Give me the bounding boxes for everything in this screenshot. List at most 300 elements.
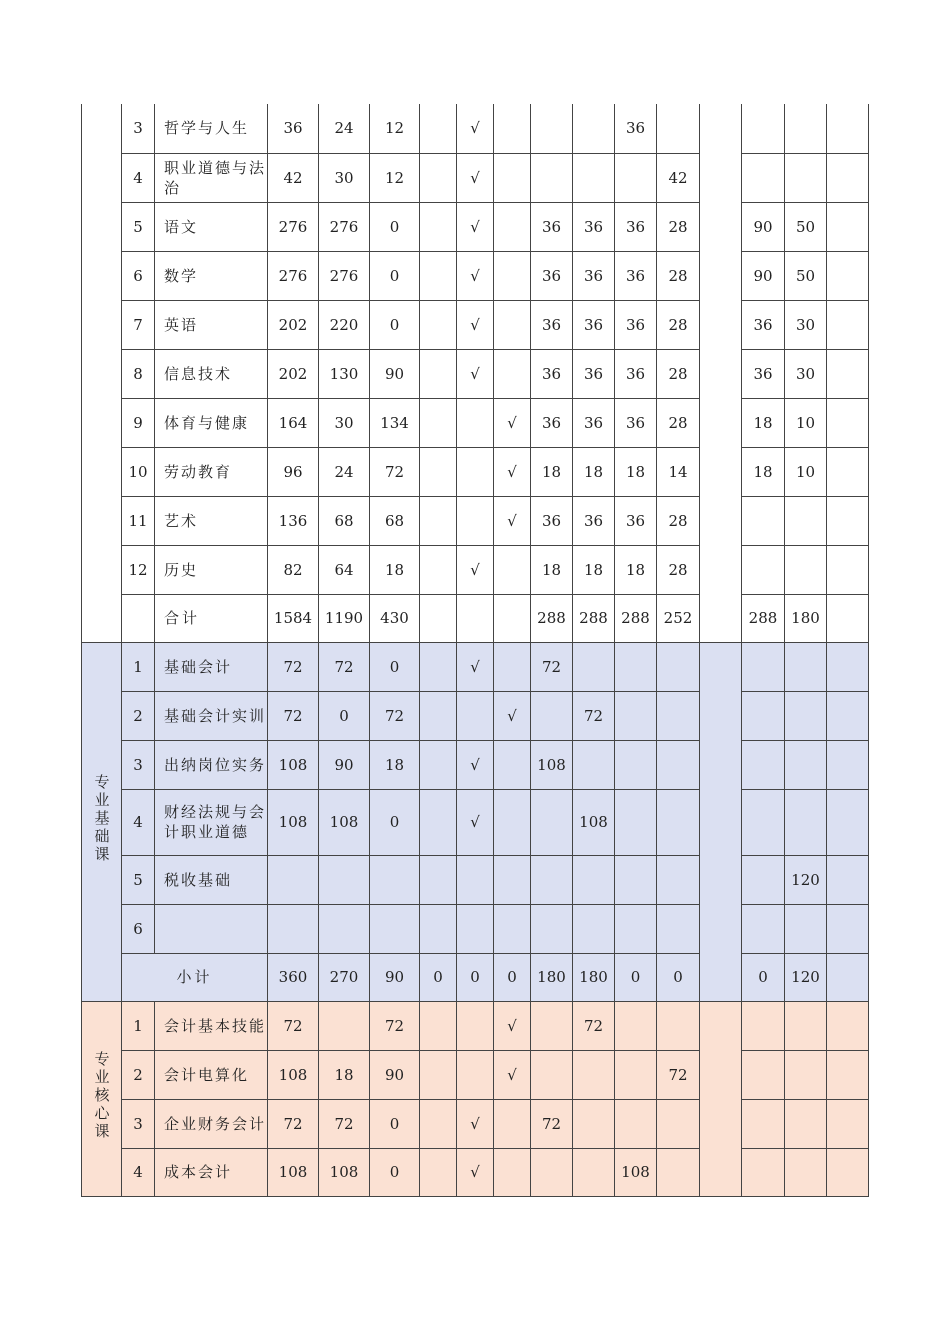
blank-cell	[827, 855, 869, 904]
data-cell: 0	[319, 691, 370, 740]
data-cell: 90	[742, 202, 785, 251]
data-cell: √	[494, 496, 531, 545]
data-cell	[742, 1148, 785, 1196]
data-cell	[573, 855, 615, 904]
data-cell: 36	[573, 202, 615, 251]
data-cell	[742, 642, 785, 691]
data-cell: 82	[268, 545, 319, 594]
data-cell: 18	[573, 447, 615, 496]
course-name: 基础会计实训	[155, 691, 268, 740]
data-cell	[457, 904, 494, 953]
row-number: 10	[122, 447, 155, 496]
data-cell	[785, 104, 827, 153]
blank-cell	[827, 104, 869, 153]
data-cell	[420, 300, 457, 349]
data-cell	[785, 642, 827, 691]
total-cell: 180	[785, 594, 827, 642]
data-cell	[531, 1148, 573, 1196]
data-cell	[494, 904, 531, 953]
data-cell: 36	[615, 496, 657, 545]
course-name: 信息技术	[155, 349, 268, 398]
data-cell: 18	[531, 447, 573, 496]
data-cell	[420, 789, 457, 855]
course-name: 基础会计	[155, 642, 268, 691]
data-cell	[742, 740, 785, 789]
data-cell	[494, 545, 531, 594]
data-cell: √	[457, 1148, 494, 1196]
table-row	[82, 545, 869, 594]
row-number	[122, 594, 155, 642]
data-cell: 36	[268, 104, 319, 153]
data-cell	[657, 1148, 700, 1196]
data-cell	[742, 904, 785, 953]
data-cell	[420, 398, 457, 447]
blank-cell	[827, 300, 869, 349]
data-cell	[531, 691, 573, 740]
data-cell	[457, 1050, 494, 1099]
data-cell: 36	[531, 300, 573, 349]
data-cell	[494, 1099, 531, 1148]
total-cell: 180	[573, 953, 615, 1001]
data-cell	[615, 1001, 657, 1050]
blank-cell	[827, 153, 869, 202]
blank-cell	[827, 904, 869, 953]
data-cell: 72	[531, 1099, 573, 1148]
table-row	[82, 1001, 869, 1050]
table-row	[82, 1148, 869, 1196]
spacer-cell	[700, 1001, 742, 1196]
data-cell	[494, 855, 531, 904]
table-row	[82, 447, 869, 496]
course-name: 英语	[155, 300, 268, 349]
data-cell	[742, 545, 785, 594]
data-cell	[615, 740, 657, 789]
data-cell	[615, 642, 657, 691]
data-cell	[457, 398, 494, 447]
data-cell	[785, 1099, 827, 1148]
data-cell: 36	[573, 251, 615, 300]
data-cell	[420, 855, 457, 904]
data-cell	[657, 1001, 700, 1050]
data-cell	[573, 1050, 615, 1099]
data-cell: √	[457, 545, 494, 594]
data-cell: 108	[268, 1050, 319, 1099]
data-cell	[494, 1148, 531, 1196]
blank-cell	[827, 594, 869, 642]
data-cell	[494, 740, 531, 789]
data-cell: 108	[319, 1148, 370, 1196]
data-cell: 50	[785, 202, 827, 251]
table-row	[82, 251, 869, 300]
row-number: 3	[122, 740, 155, 789]
total-cell: 288	[742, 594, 785, 642]
data-cell: 30	[785, 300, 827, 349]
data-cell	[657, 740, 700, 789]
data-cell: 276	[319, 251, 370, 300]
data-cell: 42	[657, 153, 700, 202]
data-cell: 276	[319, 202, 370, 251]
blank-cell	[827, 398, 869, 447]
data-cell	[268, 904, 319, 953]
data-cell: 18	[573, 545, 615, 594]
total-row	[82, 594, 869, 642]
total-cell: 288	[615, 594, 657, 642]
data-cell: 72	[531, 642, 573, 691]
data-cell	[785, 904, 827, 953]
data-cell: 72	[573, 1001, 615, 1050]
data-cell: 36	[615, 202, 657, 251]
data-cell: 18	[370, 740, 420, 789]
course-name: 历史	[155, 545, 268, 594]
data-cell: 50	[785, 251, 827, 300]
total-cell: 1584	[268, 594, 319, 642]
row-number: 3	[122, 1099, 155, 1148]
data-cell	[319, 904, 370, 953]
data-cell	[420, 202, 457, 251]
data-cell: √	[457, 251, 494, 300]
data-cell: 108	[573, 789, 615, 855]
total-cell: 0	[457, 953, 494, 1001]
data-cell: 0	[370, 789, 420, 855]
data-cell: 18	[319, 1050, 370, 1099]
course-name: 语文	[155, 202, 268, 251]
data-cell: √	[494, 1050, 531, 1099]
data-cell: 164	[268, 398, 319, 447]
data-cell: 28	[657, 202, 700, 251]
data-cell	[531, 1050, 573, 1099]
course-name: 数学	[155, 251, 268, 300]
row-number: 2	[122, 691, 155, 740]
data-cell: 202	[268, 300, 319, 349]
data-cell: 14	[657, 447, 700, 496]
data-cell	[657, 855, 700, 904]
blank-cell	[827, 545, 869, 594]
data-cell	[785, 1001, 827, 1050]
data-cell: 36	[615, 251, 657, 300]
blank-cell	[827, 1001, 869, 1050]
data-cell	[531, 104, 573, 153]
data-cell: 10	[785, 398, 827, 447]
data-cell: 28	[657, 496, 700, 545]
table-row	[82, 104, 869, 153]
data-cell	[457, 691, 494, 740]
data-cell	[494, 642, 531, 691]
data-cell: 42	[268, 153, 319, 202]
data-cell: 108	[268, 789, 319, 855]
data-cell	[742, 1050, 785, 1099]
data-cell: 36	[531, 349, 573, 398]
data-cell: 136	[268, 496, 319, 545]
table-row	[82, 691, 869, 740]
course-name	[155, 904, 268, 953]
data-cell: 30	[785, 349, 827, 398]
total-cell: 360	[268, 953, 319, 1001]
data-cell	[420, 545, 457, 594]
course-name: 税收基础	[155, 855, 268, 904]
data-cell: 28	[657, 349, 700, 398]
course-name: 哲学与人生	[155, 104, 268, 153]
data-cell	[742, 691, 785, 740]
total-cell: 1190	[319, 594, 370, 642]
data-cell	[494, 789, 531, 855]
data-cell: 36	[573, 300, 615, 349]
data-cell	[785, 496, 827, 545]
data-cell: 108	[319, 789, 370, 855]
data-cell: 36	[573, 496, 615, 545]
table-row	[82, 904, 869, 953]
data-cell	[457, 447, 494, 496]
spacer-cell	[700, 104, 742, 642]
data-cell	[420, 904, 457, 953]
category-label: 专业核心课	[92, 1051, 111, 1141]
total-cell	[457, 594, 494, 642]
data-cell	[531, 904, 573, 953]
data-cell: 130	[319, 349, 370, 398]
data-cell	[420, 642, 457, 691]
data-cell: 12	[370, 104, 420, 153]
data-cell	[268, 855, 319, 904]
data-cell: 72	[370, 1001, 420, 1050]
data-cell	[573, 642, 615, 691]
row-number: 7	[122, 300, 155, 349]
data-cell: 36	[742, 349, 785, 398]
blank-cell	[827, 1050, 869, 1099]
blank-cell	[827, 202, 869, 251]
row-number: 5	[122, 855, 155, 904]
row-number: 8	[122, 349, 155, 398]
course-name: 会计基本技能	[155, 1001, 268, 1050]
data-cell: 72	[573, 691, 615, 740]
data-cell	[420, 740, 457, 789]
data-cell: 0	[370, 1148, 420, 1196]
data-cell: 120	[785, 855, 827, 904]
data-cell	[420, 153, 457, 202]
data-cell	[573, 104, 615, 153]
total-cell: 0	[657, 953, 700, 1001]
data-cell	[420, 691, 457, 740]
data-cell: 0	[370, 251, 420, 300]
total-cell: 270	[319, 953, 370, 1001]
table-row	[82, 349, 869, 398]
data-cell: 18	[615, 545, 657, 594]
data-cell	[615, 855, 657, 904]
course-name: 体育与健康	[155, 398, 268, 447]
curriculum-table	[81, 104, 869, 1197]
data-cell	[573, 1148, 615, 1196]
data-cell	[457, 1001, 494, 1050]
data-cell: √	[457, 153, 494, 202]
blank-cell	[827, 1099, 869, 1148]
data-cell: 72	[268, 642, 319, 691]
course-name: 劳动教育	[155, 447, 268, 496]
total-cell: 288	[573, 594, 615, 642]
data-cell: 12	[370, 153, 420, 202]
data-cell: 90	[742, 251, 785, 300]
data-cell	[657, 789, 700, 855]
total-cell: 252	[657, 594, 700, 642]
data-cell	[615, 691, 657, 740]
data-cell	[657, 642, 700, 691]
data-cell: 72	[370, 691, 420, 740]
data-cell: 36	[573, 349, 615, 398]
data-cell: √	[457, 1099, 494, 1148]
data-cell: 36	[531, 496, 573, 545]
total-cell: 0	[615, 953, 657, 1001]
blank-cell	[827, 251, 869, 300]
data-cell	[615, 904, 657, 953]
data-cell: 36	[615, 349, 657, 398]
course-name: 职业道德与法治	[155, 153, 268, 202]
row-number: 11	[122, 496, 155, 545]
blank-cell	[827, 953, 869, 1001]
data-cell: 68	[370, 496, 420, 545]
total-row	[82, 953, 869, 1001]
data-cell	[742, 153, 785, 202]
data-cell	[615, 153, 657, 202]
data-cell	[420, 251, 457, 300]
blank-cell	[827, 642, 869, 691]
row-number: 9	[122, 398, 155, 447]
data-cell	[319, 855, 370, 904]
data-cell: 30	[319, 398, 370, 447]
table-row	[82, 789, 869, 855]
table-row	[82, 1099, 869, 1148]
table-row	[82, 300, 869, 349]
data-cell	[420, 104, 457, 153]
data-cell	[420, 447, 457, 496]
row-number: 4	[122, 789, 155, 855]
data-cell: 18	[742, 447, 785, 496]
data-cell: 108	[615, 1148, 657, 1196]
data-cell: 36	[531, 202, 573, 251]
course-name: 企业财务会计	[155, 1099, 268, 1148]
table-row	[82, 1050, 869, 1099]
data-cell	[494, 251, 531, 300]
data-cell	[370, 904, 420, 953]
data-cell: 68	[319, 496, 370, 545]
data-cell: 36	[531, 251, 573, 300]
data-cell: 36	[615, 300, 657, 349]
row-number: 1	[122, 1001, 155, 1050]
total-cell: 0	[420, 953, 457, 1001]
data-cell	[531, 789, 573, 855]
data-cell	[494, 202, 531, 251]
course-name: 出纳岗位实务	[155, 740, 268, 789]
table-row	[82, 496, 869, 545]
table-row	[82, 642, 869, 691]
data-cell	[742, 1099, 785, 1148]
data-cell: 72	[657, 1050, 700, 1099]
course-name: 成本会计	[155, 1148, 268, 1196]
data-cell	[615, 1099, 657, 1148]
total-cell	[494, 594, 531, 642]
total-cell: 0	[742, 953, 785, 1001]
data-cell: 72	[268, 691, 319, 740]
data-cell: 18	[742, 398, 785, 447]
data-cell: 202	[268, 349, 319, 398]
table-row	[82, 740, 869, 789]
data-cell	[657, 904, 700, 953]
total-cell: 288	[531, 594, 573, 642]
data-cell: √	[457, 202, 494, 251]
table-row	[82, 398, 869, 447]
blank-cell	[827, 349, 869, 398]
data-cell: 0	[370, 202, 420, 251]
data-cell: 36	[742, 300, 785, 349]
course-name: 财经法规与会计职业道德	[155, 789, 268, 855]
data-cell	[420, 349, 457, 398]
data-cell: 276	[268, 251, 319, 300]
data-cell	[531, 855, 573, 904]
data-cell	[494, 300, 531, 349]
data-cell	[742, 789, 785, 855]
data-cell: 90	[370, 1050, 420, 1099]
data-cell	[494, 104, 531, 153]
data-cell: 24	[319, 447, 370, 496]
data-cell: 90	[370, 349, 420, 398]
data-cell: 24	[319, 104, 370, 153]
row-number: 4	[122, 1148, 155, 1196]
blank-cell	[827, 789, 869, 855]
data-cell	[420, 1001, 457, 1050]
course-name: 艺术	[155, 496, 268, 545]
table-body	[82, 104, 869, 1196]
total-cell: 90	[370, 953, 420, 1001]
data-cell	[420, 1050, 457, 1099]
data-cell	[573, 904, 615, 953]
data-cell: 18	[615, 447, 657, 496]
data-cell: 18	[531, 545, 573, 594]
data-cell	[457, 496, 494, 545]
data-cell: √	[494, 398, 531, 447]
blank-cell	[827, 1148, 869, 1196]
data-cell	[785, 789, 827, 855]
data-cell	[494, 153, 531, 202]
data-cell	[370, 855, 420, 904]
category-cell	[82, 104, 122, 642]
spacer-cell	[700, 642, 742, 1001]
data-cell: 90	[319, 740, 370, 789]
data-cell: 72	[370, 447, 420, 496]
data-cell	[657, 1099, 700, 1148]
total-cell	[420, 594, 457, 642]
total-cell: 120	[785, 953, 827, 1001]
data-cell	[657, 104, 700, 153]
data-cell: 36	[615, 104, 657, 153]
row-number: 12	[122, 545, 155, 594]
data-cell	[573, 153, 615, 202]
data-cell	[573, 1099, 615, 1148]
total-label: 合计	[155, 594, 268, 642]
data-cell: 0	[370, 1099, 420, 1148]
data-cell: 134	[370, 398, 420, 447]
data-cell	[785, 1050, 827, 1099]
data-cell: 0	[370, 300, 420, 349]
row-number: 3	[122, 104, 155, 153]
data-cell: 72	[319, 1099, 370, 1148]
blank-cell	[827, 691, 869, 740]
data-cell: 30	[319, 153, 370, 202]
row-number: 5	[122, 202, 155, 251]
data-cell: √	[494, 1001, 531, 1050]
data-cell	[319, 1001, 370, 1050]
data-cell: 220	[319, 300, 370, 349]
row-number: 1	[122, 642, 155, 691]
data-cell	[785, 545, 827, 594]
total-label: 小计	[122, 953, 268, 1001]
row-number: 4	[122, 153, 155, 202]
row-number: 2	[122, 1050, 155, 1099]
